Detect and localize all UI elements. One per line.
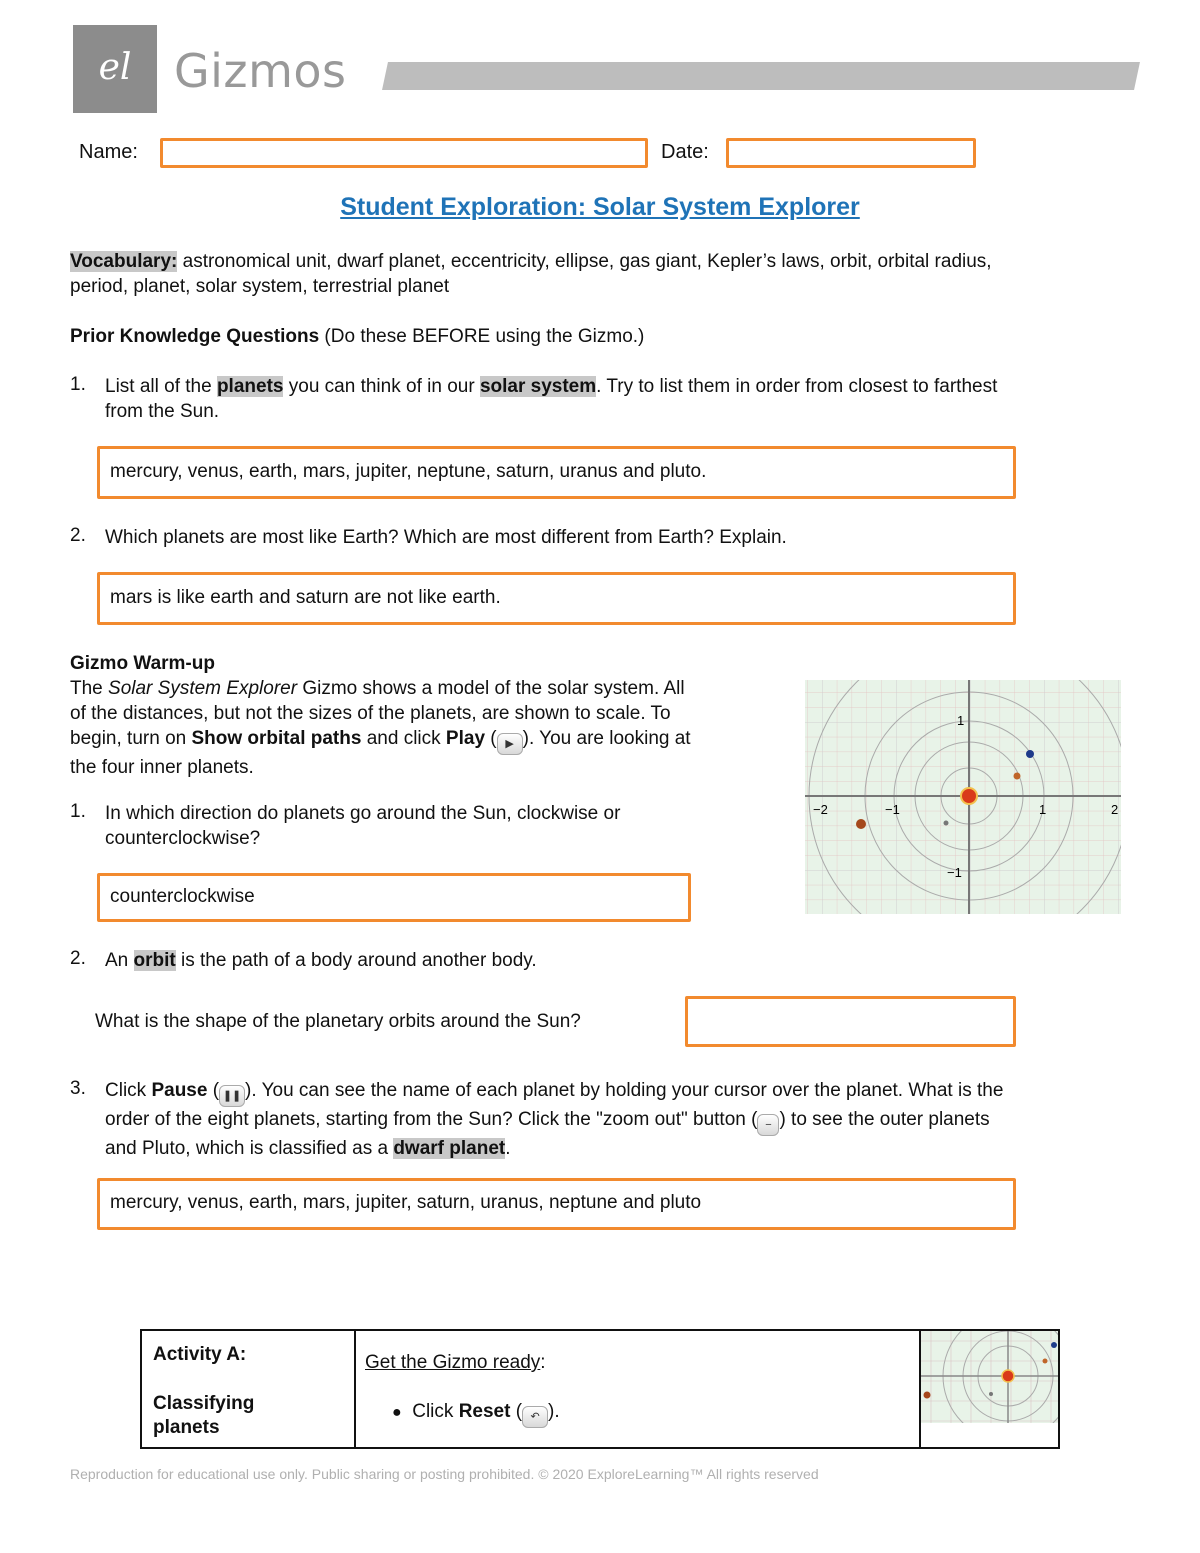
header-bar [382, 62, 1140, 90]
warmup-q1-text: In which direction do planets go around the Sun, clockwise or counterclockwise? [105, 803, 621, 849]
activity-label: Activity A: [153, 1344, 247, 1365]
warmup-q3-answer-field[interactable]: mercury, venus, earth, mars, jupiter, saturn, uranus, neptune and pluto [97, 1178, 1016, 1230]
tick-label: −1 [885, 802, 900, 817]
gizmos-logo [73, 25, 157, 113]
name-label: Name: [79, 141, 138, 163]
planet-venus-icon [1014, 773, 1021, 780]
brand-name: Gizmos [174, 44, 347, 98]
date-label: Date: [661, 141, 709, 163]
zoom-out-icon: − [757, 1114, 779, 1136]
tick-label: 1 [1039, 802, 1047, 817]
activity-subtitle: Classifying planets [153, 1393, 255, 1438]
activity-instructions-cell [356, 1331, 921, 1447]
orbit-diagram [805, 680, 1121, 914]
date-field[interactable] [726, 138, 976, 168]
prior-heading: Prior Knowledge Questions (Do these BEFORE using the Gizmo.) [70, 326, 645, 347]
tick-label: −2 [813, 802, 828, 817]
activity-table [140, 1329, 1060, 1449]
warmup-heading: Gizmo Warm-up [70, 653, 215, 674]
page-title: Student Exploration: Solar System Explorer [340, 193, 860, 221]
reset-instruction: ● Click Reset ( ↶ ). [392, 1401, 560, 1428]
gizmo-ready-heading: Get the Gizmo ready: [365, 1352, 546, 1373]
warmup-q2-subquestion: What is the shape of the planetary orbits around the Sun? [95, 1011, 581, 1032]
warmup-q2-answer-field[interactable] [685, 996, 1016, 1047]
warmup-q1-answer-field[interactable]: counterclockwise [97, 873, 691, 922]
planet-mars-icon [856, 819, 866, 829]
tick-label: 2 [1111, 802, 1119, 817]
pause-icon: ❚❚ [219, 1085, 245, 1107]
planet-earth-icon [1026, 750, 1034, 758]
warmup-q1-number: 1. [70, 801, 86, 822]
activity-orbit-thumbnail [921, 1331, 1058, 1423]
prior-q1-number: 1. [70, 374, 86, 395]
footer-copyright: Reproduction for educational use only. Public sharing or posting prohibited. © 2020 ExploreLearning™ All rights reserved [70, 1466, 819, 1482]
name-field[interactable] [160, 138, 648, 168]
warmup-q2-number: 2. [70, 948, 86, 969]
reset-icon: ↶ [522, 1406, 548, 1428]
warmup-q3-number: 3. [70, 1078, 86, 1099]
tick-label: −1 [947, 865, 962, 880]
prior-q1-text: List all of the planets you can think of in our solar system. Try to list them in order from closest to farthest from the Sun. [105, 376, 998, 422]
prior-q2-number: 2. [70, 525, 86, 546]
activity-label-cell [142, 1331, 356, 1447]
vocabulary-label: Vocabulary: [70, 251, 178, 272]
prior-q2-answer-field[interactable]: mars is like earth and saturn are not like earth. [97, 572, 1016, 625]
planet-mercury-icon [944, 821, 949, 826]
warmup-intro: The Solar System Explorer Gizmo shows a model of the solar system. All of the distances, but not the sizes of the planets, are shown to scale. To begin, turn on Show orbital paths and click Play ( ▶ ). You are looking at the four inner planets. [70, 678, 691, 778]
warmup-q2-text: An orbit is the path of a body around another body. [105, 950, 537, 971]
warmup-q3-text: Click Pause ( ❚❚ ). You can see the name of each planet by holding your cursor over the planet. What is the order of the eight planets, starting from the Sun? Click the "zoom out" button ( − ) to see the outer planets and Pluto, which is classified as a dwarf planet. [105, 1080, 1004, 1159]
vocabulary: Vocabulary: astronomical unit, dwarf planet, eccentricity, ellipse, gas giant, Kepler’s laws, orbit, orbital radius, period, planet, solar system, terrestrial planet [70, 251, 992, 297]
prior-q2-text: Which planets are most like Earth? Which are most different from Earth? Explain. [105, 527, 787, 548]
prior-q1-answer-field[interactable]: mercury, venus, earth, mars, jupiter, neptune, saturn, uranus and pluto. [97, 446, 1016, 499]
play-icon: ▶ [497, 733, 523, 755]
logo-mark: el [98, 47, 132, 88]
tick-label: 1 [957, 713, 965, 728]
sun-icon [961, 788, 977, 804]
